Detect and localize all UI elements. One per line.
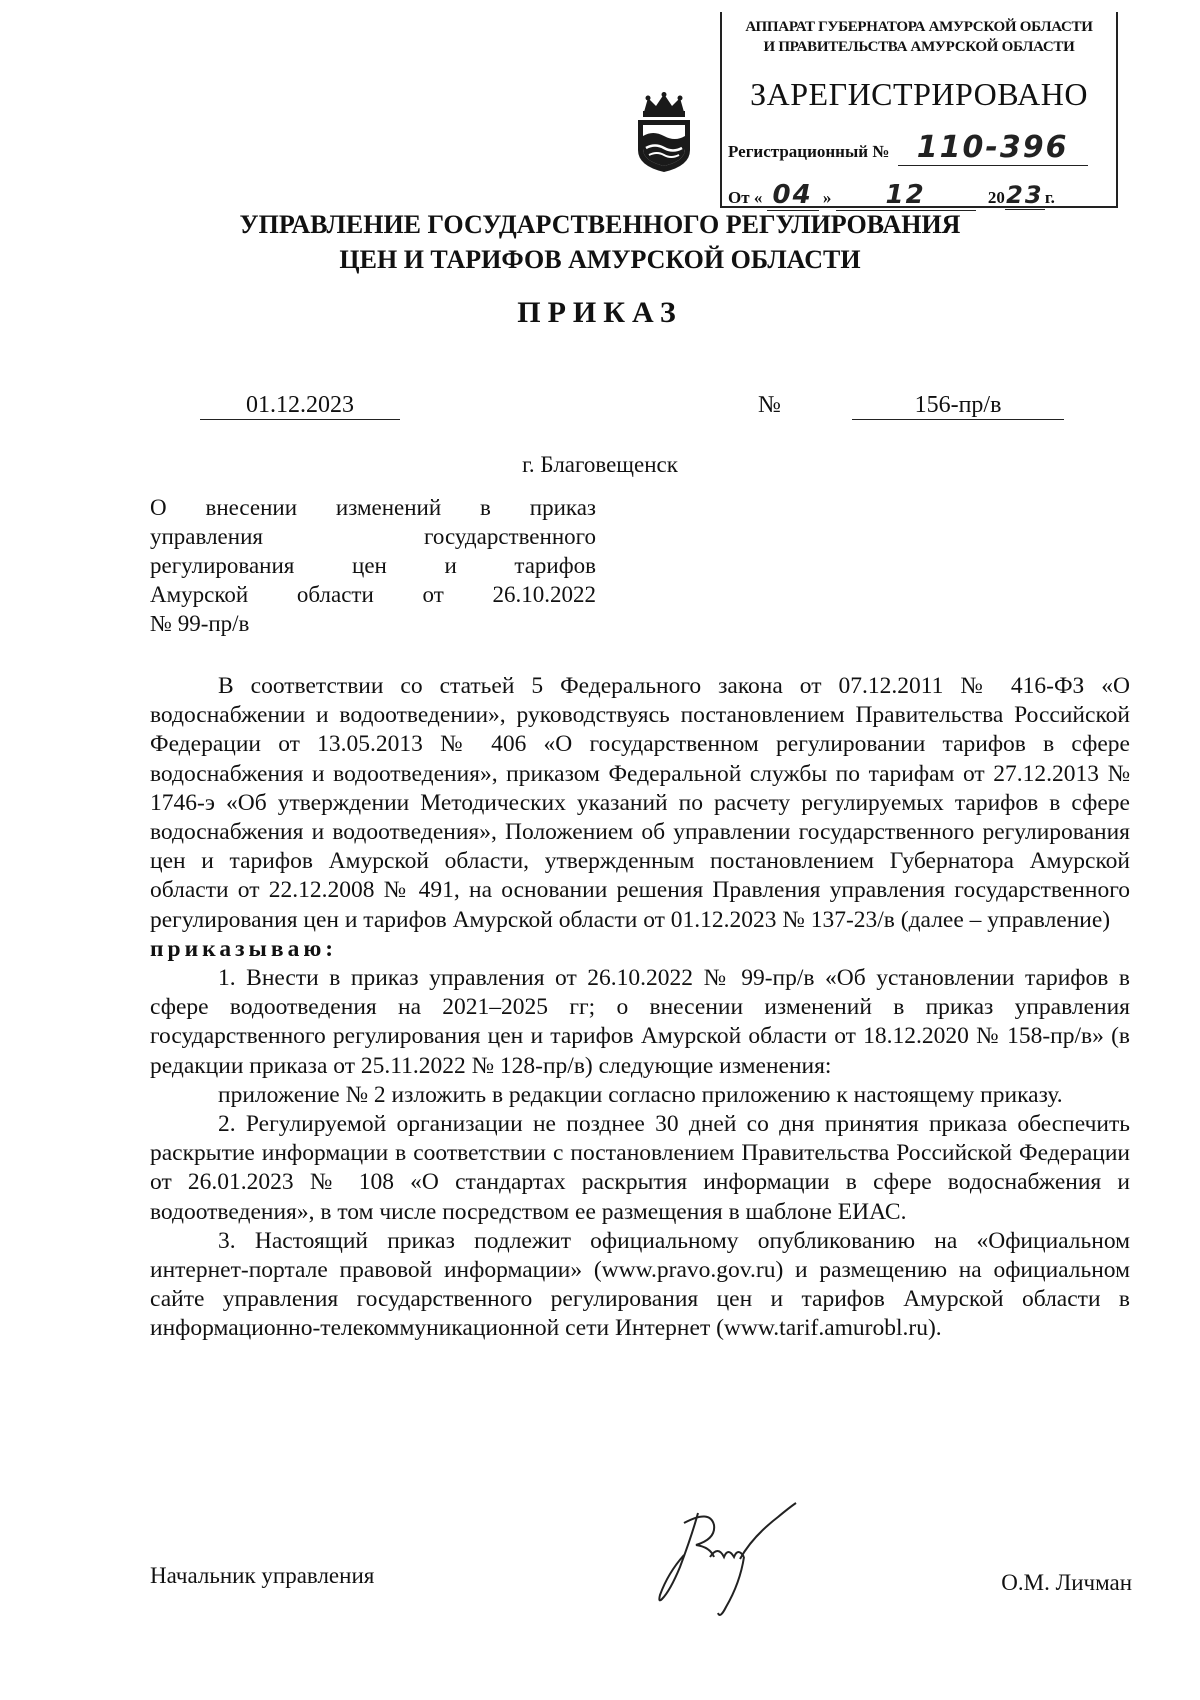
stamp-year-suffix: 23: [1006, 181, 1044, 209]
stamp-year-prefix: 20: [987, 188, 1005, 207]
document-body: [150, 672, 1130, 1344]
stamp-reg-number: 110-396: [916, 130, 1069, 165]
city: г. Благовещенск: [522, 452, 678, 477]
agency-name-line2: ЦЕН И ТАРИФОВ АМУРСКОЙ ОБЛАСТИ: [339, 245, 861, 274]
document-title: ПРИКАЗ: [517, 296, 683, 329]
registration-stamp: [720, 12, 1118, 208]
preamble-paragraph: В соответствии со статьей 5 Федерального закона от 07.12.2011 № 416-ФЗ «О водоснабжении и водоотведении», руководствуясь постановлением Правительства Российской Федерации от 13.05.2013 № 406 «О государственном регулировании тарифов в сфере водоснабжения и водоотведения», приказом Федеральной службы по тарифам от 27.12.2013 № 1746-э «Об утверждении Методических указаний по расчету регулируемых тарифов в сфере водоснабжения и водоотведения», Положением об управлении государственного регулирования цен и тарифов Амурской области, утвержденным постановлением Губернатора Амурской области от 22.12.2008 № 491, на основании решения Правления управления государственного регулирования цен и тарифов Амурской области от 01.12.2023 № 137-23/в (далее – управление): [150, 673, 1130, 933]
item-2-paragraph: 2. Регулируемой организации не позднее 30 дней со дня принятия приказа обеспечить раскрытие информации в соответствии с постановлением Правительства Российской Федерации от 26.01.2023 № 108 «О стандартах раскрытия информации в сфере водоснабжения и водоотведения», в том числе посредством ее размещения в шаблоне ЕИАС.: [150, 1111, 1130, 1225]
stamp-status: ЗАРЕГИСТРИРОВАНО: [750, 76, 1088, 112]
document-subject: [150, 493, 596, 638]
subject-line: регулирования цен и тарифов: [150, 553, 596, 578]
stamp-org-line2: И ПРАВИТЕЛЬСТВА АМУРСКОЙ ОБЛАСТИ: [763, 39, 1075, 55]
item-1-change-paragraph: приложение № 2 изложить в редакции согласно приложению к настоящему приказу.: [218, 1081, 1063, 1108]
document-date: 01.12.2023: [200, 392, 400, 420]
stamp-reg-row: [728, 130, 1088, 166]
number-label: №: [758, 392, 781, 418]
decree-heading: [150, 935, 1130, 964]
signatory-name: О.М. Личман: [1001, 1570, 1132, 1595]
item-3-paragraph: 3. Настоящий приказ подлежит официальному опубликованию на «Официальном интернет-портале правовой информации» (www.pravo.gov.ru) и размещению на официальном сайте управления государственного регулирования цен и тарифов Амурской области в информационно-телекоммуникационной сети Интернет (www.tarif.amurobl.ru).: [150, 1227, 1130, 1342]
stamp-day: 04: [767, 180, 819, 211]
item-1-paragraph: 1. Внести в приказ управления от 26.10.2022 № 99-пр/в «Об установлении тарифов в сфере водоотведения на 2021–2025 гг; о внесении изменений в приказ управления государственного регулирования цен и тарифов Амурской области от 18.12.2020 № 158-пр/в» (в редакции приказа от 25.11.2022 № 128-пр/в) следующие изменения:: [150, 965, 1130, 1079]
agency-name-line1: УПРАВЛЕНИЕ ГОСУДАРСТВЕННОГО РЕГУЛИРОВАНИЯ: [239, 210, 961, 239]
stamp-day-close: »: [822, 188, 832, 207]
stamp-month: 12: [836, 180, 976, 211]
stamp-date-prefix: От «: [728, 188, 763, 207]
coat-of-arms-icon: [630, 92, 698, 174]
decree-word: приказываю:: [150, 935, 338, 962]
handwritten-signature-icon: [640, 1495, 820, 1625]
stamp-org-line1: АППАРАТ ГУБЕРНАТОРА АМУРСКОЙ ОБЛАСТИ: [745, 19, 1093, 35]
subject-line: О внесении изменений в приказ: [150, 495, 596, 520]
stamp-year-unit: г.: [1044, 188, 1055, 207]
document-number: 156-пр/в: [852, 392, 1064, 420]
subject-line: управления государственного: [150, 524, 596, 549]
subject-line: № 99-пр/в: [150, 611, 250, 636]
subject-line: Амурской области от 26.10.2022: [150, 582, 596, 607]
signatory-position: Начальник управления: [150, 1563, 375, 1588]
stamp-reg-label: Регистрационный №: [728, 142, 890, 161]
